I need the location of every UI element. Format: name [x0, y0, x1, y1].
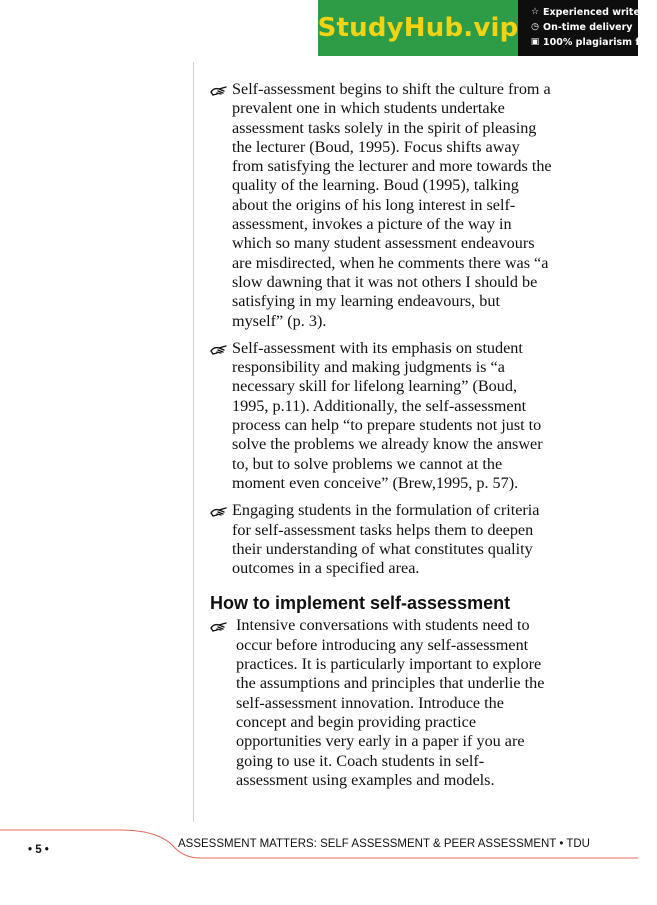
- list-item-text: Intensive conversations with students need to occur before introducing any self-assessment practices. It is particularly important to explore the assumptions and principles that underlie the self-assessment innovation. Introduce the concept and begin providing practice opportunities very early in a paper if you are going to use it. Coach students in self-assessment using examples and models.: [236, 616, 545, 789]
- list-item-text: Self-assessment with its emphasis on student responsibility and making judgments is “a necessary skill for lifelong learning” (Boud, 1995, p.11). Additionally, the self-assessment process can help “to prepare students not just to solve the problems we already know the answer to, but to solve problems we cannot at the moment even conceive” (Brew,1995, p. 57).: [232, 338, 543, 492]
- studyhub-banner[interactable]: [317, 0, 657, 56]
- left-margin-rule: [193, 62, 194, 822]
- list-item-text: Self-assessment begins to shift the culture from a prevalent one in which students undertake assessment tasks solely in the spirit of pleasing the lecturer (Boud, 1995). Focus shifts away from satisfying the lecturer and more towards the quality of the learning. Boud (1995), talking about the origins of his long interest in self-assessment, invokes a picture of the way in which so many student assessment endeavours are misdirected, when he comments there was “a slow dawning that it was not others I should be satisfying in my learning endeavours, but myself” (p. 3).: [232, 80, 552, 330]
- hand-pointer-icon: [210, 619, 228, 633]
- hand-pointer-icon: [210, 504, 228, 518]
- certificate-icon: ▣: [530, 37, 540, 47]
- page-number: • 5 •: [28, 844, 49, 856]
- list-item: [210, 339, 555, 493]
- studyhub-logo[interactable]: StudyHub.vip: [318, 0, 518, 56]
- list-item: [210, 501, 555, 578]
- hand-pointer-icon: [210, 342, 228, 356]
- feature-on-time-delivery: [530, 20, 657, 35]
- footer-title: ASSESSMENT MATTERS: SELF ASSESSMENT & PEER ASSESSMENT • TDU: [178, 838, 590, 850]
- star-icon: ☆: [530, 7, 540, 17]
- banner-features: [518, 0, 657, 56]
- feature-experienced-writers: [530, 5, 657, 20]
- feature-label: Experienced writers: [543, 7, 651, 18]
- section-heading: How to implement self-assessment: [210, 593, 511, 614]
- feature-label: On-time delivery: [543, 22, 633, 33]
- list-item: [210, 80, 555, 331]
- page-content: [210, 80, 555, 798]
- list-item: [210, 616, 555, 790]
- clock-icon: ◷: [531, 22, 539, 32]
- feature-plagiarism-free: [530, 35, 657, 50]
- list-item-text: Engaging students in the formulation of criteria for self-assessment tasks helps them to deepen their understanding of what constitutes quality outcomes in a specified area.: [232, 501, 540, 578]
- hand-pointer-icon: [210, 83, 228, 97]
- feature-label: 100% plagiarism free: [543, 37, 657, 48]
